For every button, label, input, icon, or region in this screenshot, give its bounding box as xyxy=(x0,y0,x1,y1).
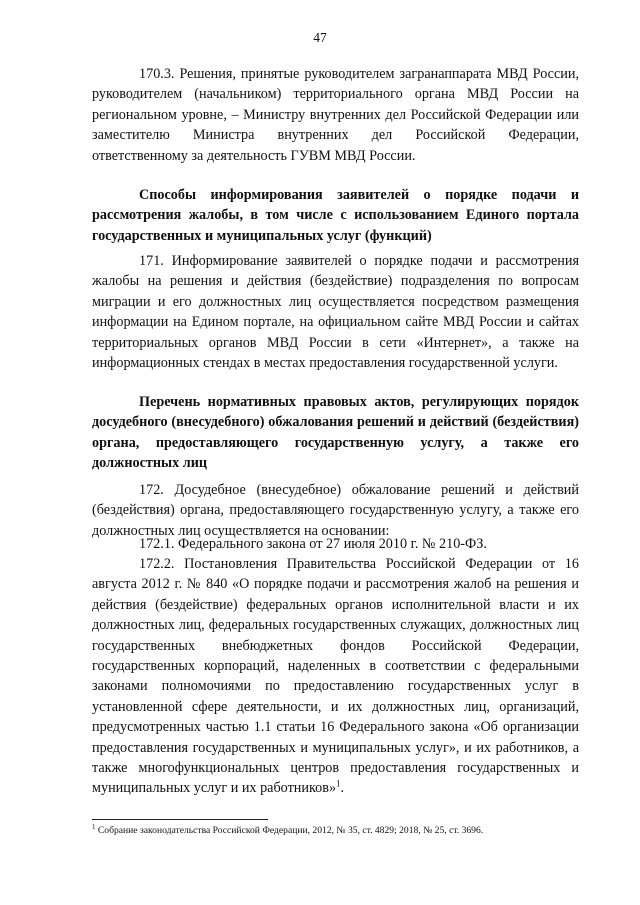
footnote-separator xyxy=(92,819,268,820)
page-number: 47 xyxy=(313,30,327,45)
paragraph-172-2-text: 172.2. Постановления Правительства Российской Федерации от 16 августа 2012 г. № 840 «О порядке подачи и рассмотрения жалоб на решения и действия (бездействие) федеральных органов исполнительной власти и их должностных лиц, федеральных государственных служащих, должностных лиц государственных внебюджетных фондов Российской Федерации, государственных корпораций, наделенных в соответствии с федеральными законами полномочиями по предоставлению государственных услуг в установленной сфере деятельности, и их должностных лиц, организаций, предусмотренных частью 1.1 статьи 16 Федерального закона «Об организации предоставления государственных и муниципальных услуг», и их работников, а также многофункциональных центров предоставления государственных и муниципальных услуг и их работников» xyxy=(92,556,579,797)
footnote-marker: 1 xyxy=(92,822,96,831)
footnote-text: Собрание законодательства Российской Федерации, 2012, № 35, ст. 4829; 2018, № 25, ст. 3696. xyxy=(97,825,484,836)
paragraph-172-2 xyxy=(92,554,579,799)
paragraph-172-2-end: . xyxy=(340,780,345,797)
footnote-reference: 1 xyxy=(336,778,341,789)
paragraph-172: 172. Досудебное (внесудебное) обжалование решений и действий (бездействия) органа, предоставляющего государственную услугу, а также его должностных лиц осуществляется на основании: xyxy=(92,482,579,539)
paragraph-172-1: 172.1. Федерального закона от 27 июля 2010 г. № 210-ФЗ. xyxy=(139,536,487,552)
paragraph-171: 171. Информирование заявителей о порядке подачи и рассмотрения жалобы на решения и действия (бездействие) подразделения по вопросам миграции и его должностных лиц осуществляется посредством размещения информации на Едином портале, на официальном сайте МВД России и сайтах территориальных органов МВД России в сети «Интернет», а также на информационных стендах в местах предоставления государственной услуги. xyxy=(92,253,579,372)
footnote xyxy=(92,822,579,837)
section-heading-regulations: Перечень нормативных правовых актов, регулирующих порядок досудебного (внесудебного) обжалования решений и действий (бездействия) органа, предоставляющего государственную услугу, а также его должностных лиц xyxy=(92,394,579,472)
paragraph-170-3: 170.3. Решения, принятые руководителем загранаппарата МВД России, руководителем (начальником) территориального органа МВД России на региональном уровне, – Министру внутренних дел Российской Федерации или заместителю Министра внутренних дел Российской Федерации, ответственному за деятельность ГУВМ МВД России. xyxy=(92,66,579,164)
section-heading-informing: Способы информирования заявителей о порядке подачи и рассмотрения жалобы, в том числе с использованием Единого портала государственных и муниципальных услуг (функций) xyxy=(92,187,579,244)
